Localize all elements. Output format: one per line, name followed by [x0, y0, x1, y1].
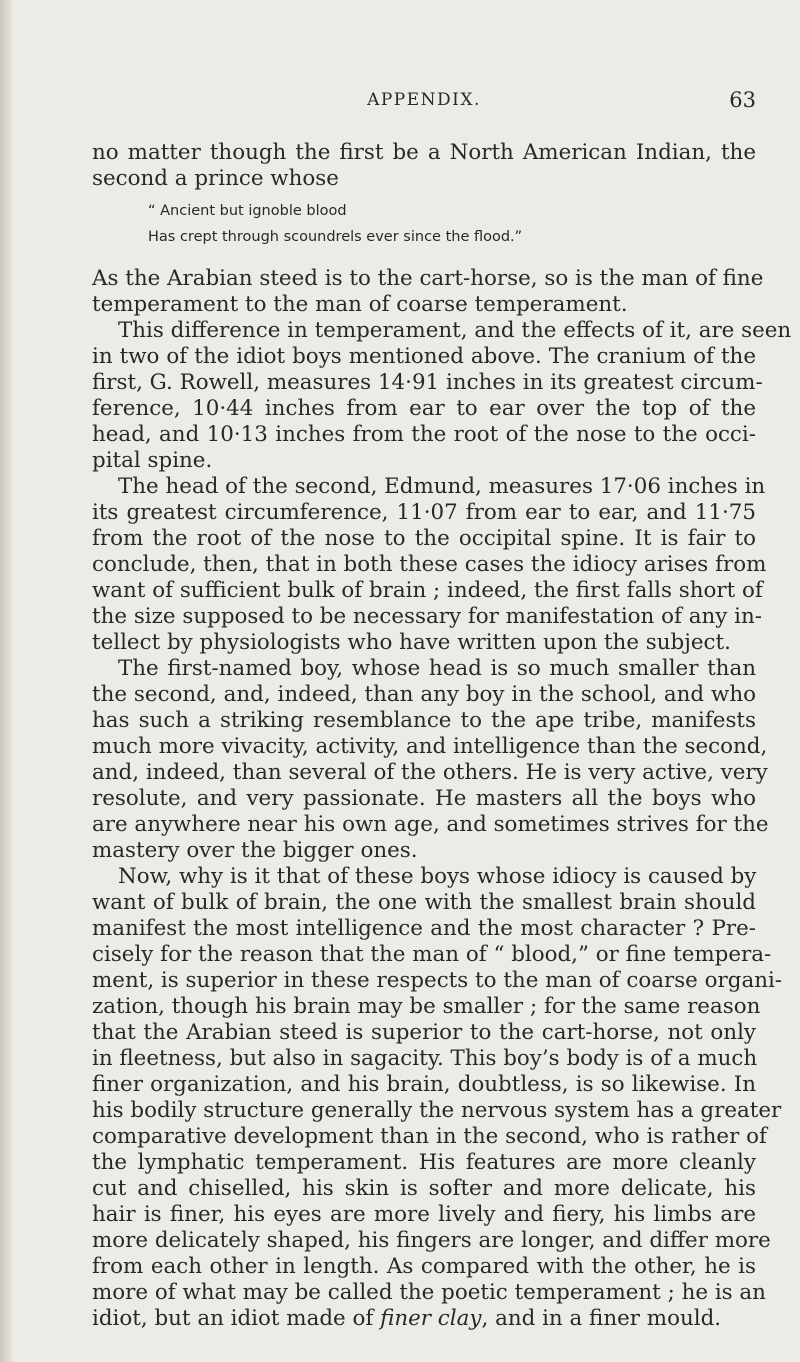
text-line: first, G. Rowell, measures 14·91 inches in its greatest circum-: [92, 370, 763, 395]
text-line: cut and chiselled, his skin is softer and more delicate, his: [92, 1176, 756, 1201]
text-line: comparative development than in the second, who is rather of: [92, 1124, 767, 1149]
text-line: its greatest circumference, 11·07 from ear to ear, and 11·75: [92, 500, 756, 525]
text-line: has such a striking resemblance to the ape tribe, manifests: [92, 708, 756, 733]
text-line: manifest the most intelligence and the most character ? Pre-: [92, 916, 756, 941]
text-line: the second, and, indeed, than any boy in the school, and who: [92, 682, 756, 707]
text-line: and, indeed, than several of the others. He is very active, very: [92, 760, 768, 785]
text-line: As the Arabian steed is to the cart-horse, so is the man of fine: [92, 266, 764, 291]
body-text: [92, 140, 792, 1332]
text-line: pital spine.: [92, 448, 213, 473]
text-line: Now, why is it that of these boys whose idiocy is caused by: [118, 864, 757, 889]
text-line: temperament to the man of coarse temperament.: [92, 292, 628, 317]
text-line: zation, though his brain may be smaller ; for the same reason: [92, 994, 761, 1019]
text-line: hair is finer, his eyes are more lively and fiery, his limbs are: [92, 1202, 756, 1227]
text-line: much more vivacity, activity, and intelligence than the second,: [92, 734, 768, 759]
text-line: tellect by physiologists who have written upon the subject.: [92, 630, 731, 655]
text-line: The first-named boy, whose head is so much smaller than: [118, 656, 756, 681]
text-line: finer organization, and his brain, doubtless, is so likewise. In: [92, 1072, 756, 1097]
page-gutter-shadow: [0, 0, 14, 1362]
text-line: the size supposed to be necessary for manifestation of any in-: [92, 604, 762, 629]
text-line: from each other in length. As compared with the other, he is: [92, 1254, 756, 1279]
text-line: his bodily structure generally the nervous system has a greater: [92, 1098, 782, 1123]
text-line: The head of the second, Edmund, measures 17·06 inches in: [118, 474, 766, 499]
text-line: second a prince whose: [92, 166, 339, 191]
text-line: resolute, and very passionate. He masters all the boys who: [92, 786, 756, 811]
running-title: APPENDIX.: [367, 90, 481, 110]
text-line: are anywhere near his own age, and sometimes strives for the: [92, 812, 769, 837]
text-line: This difference in temperament, and the effects of it, are seen: [118, 318, 792, 343]
text-line: conclude, then, that in both these cases the idiocy arises from: [92, 552, 767, 577]
page-number: 63: [729, 88, 756, 112]
text-line: idiot, but an idiot made of finer clay, and in a finer mould.: [92, 1306, 722, 1331]
text-line: more delicately shaped, his fingers are longer, and differ more: [92, 1228, 771, 1253]
text-line: no matter though the first be a North American Indian, the: [92, 140, 756, 165]
text-line: that the Arabian steed is superior to the cart-horse, not only: [92, 1020, 756, 1045]
text-line: cisely for the reason that the man of “ blood,” or fine tempera-: [92, 942, 772, 967]
text-line: ference, 10·44 inches from ear to ear over the top of the: [92, 396, 756, 421]
text-line: in two of the idiot boys mentioned above. The cranium of the: [92, 344, 756, 369]
text-line: from the root of the nose to the occipital spine. It is fair to: [92, 526, 756, 551]
text-line: ment, is superior in these respects to the man of coarse organi-: [92, 968, 783, 993]
text-line: in fleetness, but also in sagacity. This boy’s body is of a much: [92, 1046, 758, 1071]
italic-emphasis: finer clay: [380, 1306, 482, 1331]
text-line: the lymphatic temperament. His features are more cleanly: [92, 1150, 756, 1175]
text-line: mastery over the bigger ones.: [92, 838, 418, 863]
text-line: more of what may be called the poetic temperament ; he is an: [92, 1280, 766, 1305]
quotation-line: “ Ancient but ignoble blood: [148, 203, 347, 219]
text-line: head, and 10·13 inches from the root of the nose to the occi-: [92, 422, 756, 447]
quotation-line: Has crept through scoundrels ever since the flood.”: [148, 229, 523, 245]
page-header: [92, 88, 756, 118]
text-line: want of bulk of brain, the one with the smallest brain should: [92, 890, 756, 915]
text-line: want of sufficient bulk of brain ; indeed, the first falls short of: [92, 578, 763, 603]
